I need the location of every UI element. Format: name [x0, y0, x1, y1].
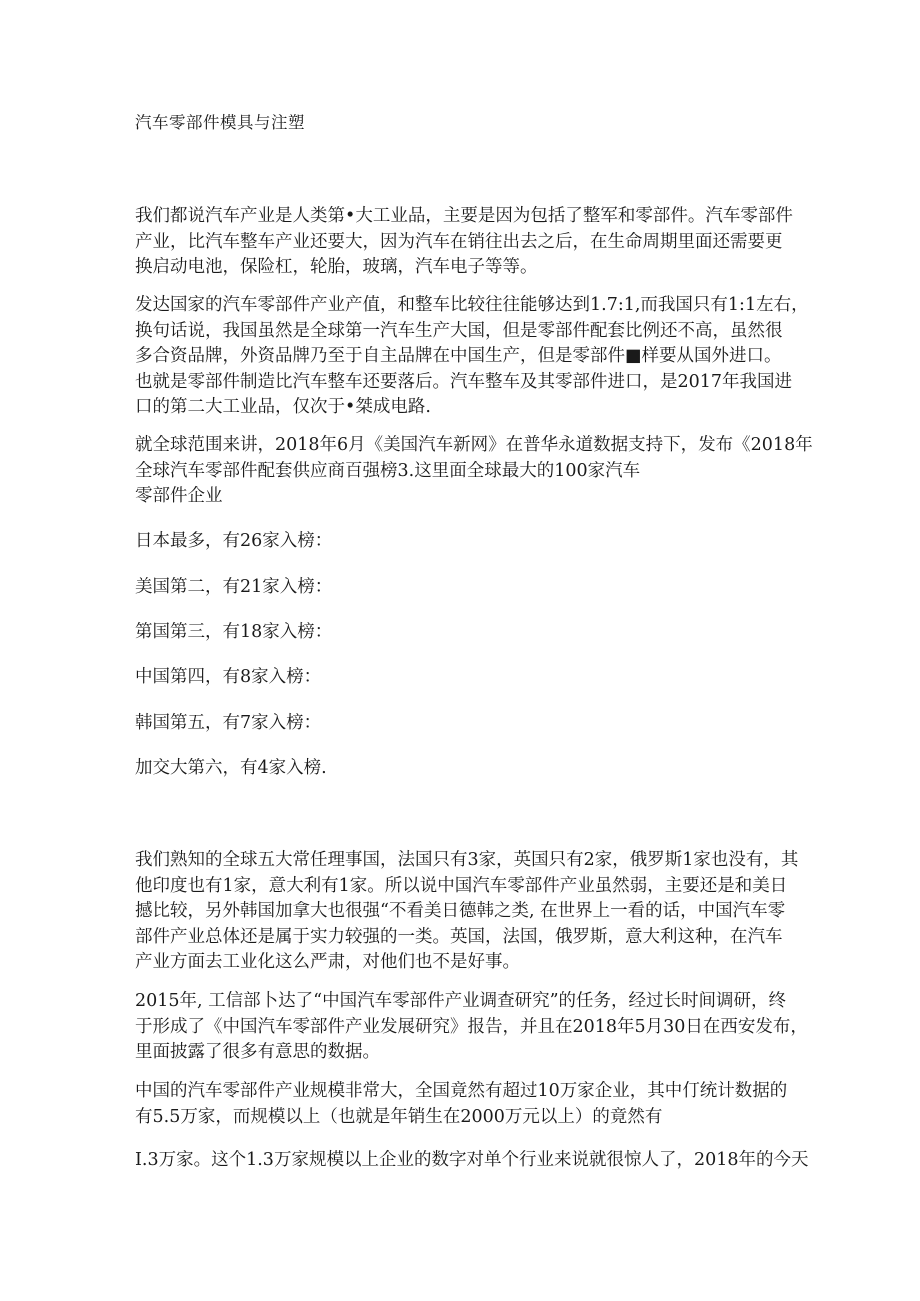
text-line: 第国第三，有18家入榜：: [135, 622, 333, 642]
text-line: 他印度也有1家，意大利有1家。所以说中国汽车零部件产业虽然弱，主要还是和美日: [135, 875, 788, 896]
text-line: 换句话说，我国虽然是全球第一汽车生产大国，但是零部件配套比例还不高，虽然很: [135, 320, 783, 341]
text-line: 换启动电池，保险杠，轮胎，玻璃，汽车电子等等。: [135, 257, 538, 277]
text-line: 也就是零部件制造比汽车整车还要落后。汽车整车及其零部件进口，是2017年我国进: [135, 371, 793, 392]
paragraph-enterprise-count: [135, 1148, 809, 1174]
document-title: 汽车零部件模具与注塑: [135, 113, 305, 132]
text-line: 里面披露了很多有意思的数据。: [135, 1042, 380, 1062]
text-line: 我们熟知的全球五大常任理事国，法国只有3家，英国只有2家，俄罗斯1家也没有，其: [135, 850, 799, 870]
text-line: 日本最多，有26家入榜：: [135, 531, 333, 551]
text-line: I.3万家。这个1.3万家规模以上企业的数字对单个行业来说就很惊人了，2018年的今天: [135, 1150, 809, 1170]
text-line: 多合资品牌，外资品牌乃至于自主品牌在中国生产，但是零部件■样要从国外进口。: [135, 346, 782, 366]
ranking-item-canada: [135, 756, 790, 782]
paragraph-permanent-members: [135, 848, 799, 976]
paragraph-industry-scale: [135, 1079, 790, 1130]
text-line: 2015年, 工信部卜达了“中国汽车零部件产业调查研究”的任务，经过长时间调研，终: [135, 991, 787, 1011]
text-line: 撼比较，另外韩国加拿大也很强“不看美日德韩之类, 在世界上一看的话，中国汽车零: [135, 901, 786, 921]
ranking-item-usa: [135, 575, 790, 601]
text-line: 就全球范围来讲，2018年6月《美国汽车新网》在普华永道数据支持下，发布《2018年: [135, 435, 813, 455]
text-line: 中国的汽车零部件产业规模非常大，全国竟然有超过10万家企业，其中仃统计数据的: [135, 1081, 788, 1101]
paragraph-developed-countries: [135, 293, 809, 421]
paragraph-intro: [135, 204, 793, 281]
ranking-item-third: [135, 620, 790, 646]
text-line: 加交大第六，有4家入榜.: [135, 758, 327, 778]
text-line: 部件产业总体还是属于实力较强的一类。英国，法国，俄罗斯，意大利这种，在汽车: [135, 926, 783, 947]
ranking-item-japan: [135, 529, 790, 555]
text-line: 零部件企业: [135, 486, 223, 506]
text-line: 产业方面去工业化这么严肃，对他们也不是好事。: [135, 952, 520, 972]
paragraph-miit-report: [135, 989, 808, 1066]
text-line: 口的第二大工业品，仅次于•桀成电路.: [135, 397, 431, 417]
paragraph-global-ranking: [135, 433, 813, 510]
text-line: 美国第二，有21家入榜：: [135, 577, 333, 597]
text-line: 有5.5万家，而规模以上（也就是年销生在2000万元以上）的竟然有: [135, 1106, 663, 1127]
text-line: 全球汽车零部件配套供应商百强榜3.这里面全球最大的100家汽车: [135, 460, 641, 481]
text-line: 我们都说汽车产业是人类第•大工业品，主要是因为包括了整军和零部件。汽车零部件: [135, 206, 793, 226]
ranking-item-korea: [135, 711, 790, 737]
text-line: 中国第四，有8家入榜：: [135, 667, 322, 687]
ranking-item-china: [135, 665, 790, 691]
text-line: 发达国家的汽车零部件产业产值，和整车比较往往能够达到1.7:1,而我国只有1:1左右，: [135, 295, 809, 315]
text-line: 产业，比汽车整车产业还要大，因为汽车在销往出去之后，在生命周期里面还需要更: [135, 231, 783, 252]
text-line: 于形成了《中国汽车零部件产业发展研究》报告，并且在2018年5月30日在西安发布，: [135, 1016, 808, 1037]
text-line: 韩国第五，有7家入榜：: [135, 713, 322, 733]
